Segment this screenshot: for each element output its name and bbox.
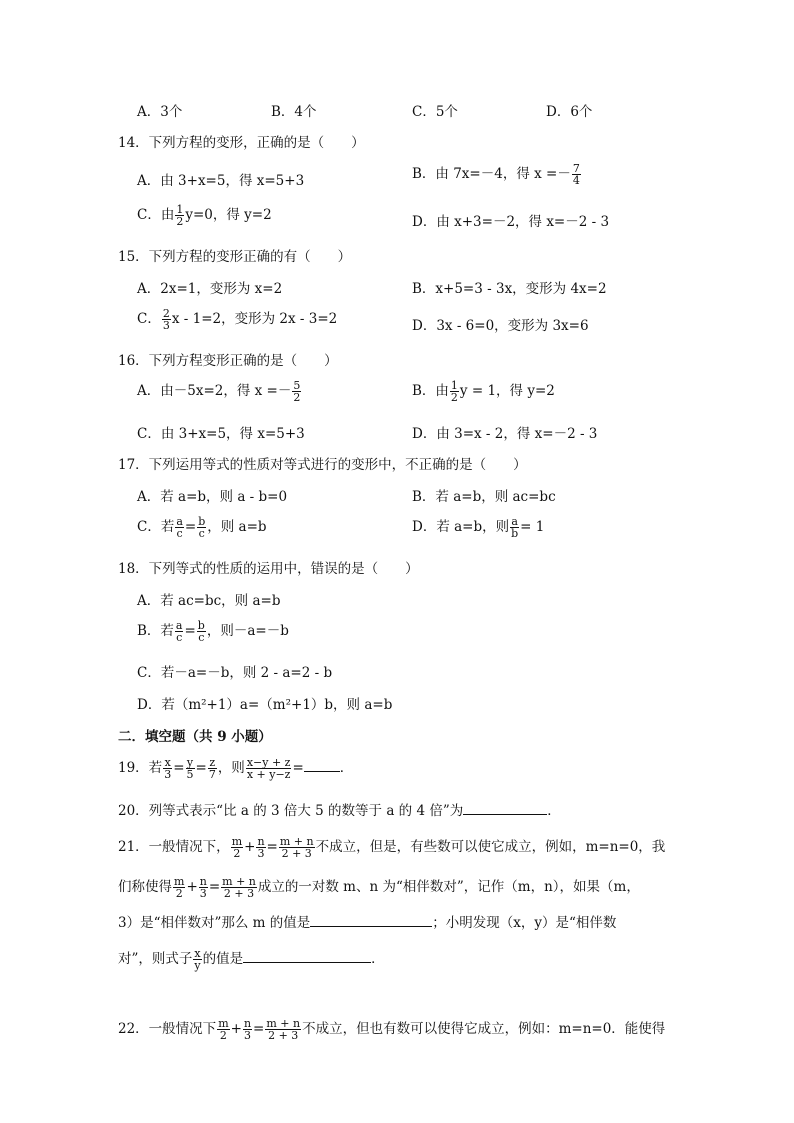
q13-option-a: A．3个: [137, 104, 183, 120]
answer-blank: [304, 759, 340, 772]
q21-line-4: 对”，则式子 $\frac{x}{y}$ 的值是 ．: [118, 947, 385, 972]
fraction: $\frac{n}{3}$: [199, 875, 207, 900]
fraction: $\frac{x}{y}$: [194, 947, 201, 972]
fraction: $\frac{m + n}{2 + 3}$: [266, 1017, 301, 1042]
answer-blank: [463, 802, 547, 815]
q16-option-d: D．由 3=x - 2，得 x=－2 - 3: [412, 426, 598, 442]
q19: 19．若 $\frac{x}{3}$ = $\frac{y}{5}$ = $\frac{z}{7}$ ，则 $\frac{x-y + z}{x + y-z}$ = ．: [118, 756, 354, 781]
q15-option-c: C． $\frac{2}{3}$ x - 1=2，变形为 2x - 3=2: [137, 307, 338, 332]
fraction: $\frac{a}{c}$: [176, 515, 183, 540]
q18-option-a: A．若 ac=bc，则 a=b: [137, 593, 281, 609]
fraction: $\frac{a}{b}$: [511, 515, 519, 540]
q21-line-3: 3）是“相伴数对”那么 m 的值是 ；小明发现（x，y）是“相伴数: [118, 915, 617, 931]
fraction: $\frac{a}{c}$: [175, 619, 183, 644]
q18-option-d: D．若（m²+1）a=（m²+1）b，则 a=b: [137, 697, 393, 713]
q17-option-d: D．若 a=b，则 $\frac{a}{b}$ = 1: [412, 515, 545, 540]
q15-option-d: D．3x - 6=0，变形为 3x=6: [412, 318, 589, 334]
fraction: $\frac{y}{5}$: [186, 756, 194, 781]
q20: 20．列等式表示“比 a 的 3 倍大 5 的数等于 a 的 4 倍”为 ．: [118, 803, 561, 819]
q16-option-c: C．由 3+x=5，得 x=5+3: [137, 426, 305, 442]
q17-option-a: A．若 a=b，则 a - b=0: [137, 489, 288, 505]
q14-option-a: A．由 3+x=5，得 x=5+3: [137, 173, 305, 189]
q16-option-b: B．由 $\frac{1}{2}$ y = 1，得 y=2: [412, 379, 555, 404]
q14-option-d: D．由 x+3=－2，得 x=－2 - 3: [412, 214, 610, 230]
fraction: $\frac{m}{2}$: [218, 1017, 229, 1042]
q13-option-b: B．4个: [271, 104, 317, 120]
q14-option-c: C．由 $\frac{1}{2}$ y=0，得 y=2: [137, 203, 272, 228]
q13-option-c: C．5个: [412, 104, 458, 120]
q21-line-2: 们称使得 $\frac{m}{2}$ + $\frac{n}{3}$ = $\frac{m + n}{2 + 3}$ 成立的一对数 m、n 为“相伴数对”，记作（m，n），如果（m，: [118, 875, 640, 900]
q18-stem: 18．下列等式的性质的运用中，错误的是（ ）: [118, 561, 419, 577]
q14-stem: 14．下列方程的变形，正确的是（ ）: [118, 135, 365, 151]
fraction: $\frac{m}{2}$: [231, 835, 243, 860]
fraction: $\frac{b}{c}$: [197, 619, 205, 644]
q18-option-c: C．若－a=－b，则 2 - a=2 - b: [137, 665, 333, 681]
q13-option-d: D．6个: [546, 104, 593, 120]
answer-blank: [243, 950, 371, 963]
section-heading: 二．填空题（共 9 小题）: [118, 729, 272, 745]
fraction: $\frac{n}{3}$: [243, 1017, 252, 1042]
fraction: $\frac{1}{2}$: [176, 203, 184, 228]
fraction: $\frac{2}{3}$: [162, 307, 170, 332]
fraction: $\frac{x}{3}$: [164, 756, 172, 781]
q15-option-a: A．2x=1，变形为 x=2: [137, 281, 283, 297]
fraction: $\frac{7}{4}$: [572, 162, 580, 187]
q21-line-1: 21．一般情况下， $\frac{m}{2}$ + $\frac{n}{3}$ = $\frac{m + n}{2 + 3}$ 不成立，但是，有些数可以使它成立，例如，m=n=0，我: [118, 835, 666, 860]
fraction: $\frac{m}{2}$: [174, 875, 185, 900]
answer-blank: [310, 914, 432, 927]
fraction: $\frac{b}{c}$: [198, 515, 206, 540]
fraction: $\frac{5}{2}$: [293, 379, 301, 404]
fraction: $\frac{1}{2}$: [450, 379, 458, 404]
q14-option-b: B．由 7x=－4，得 x =－ $\frac{7}{4}$: [412, 162, 580, 187]
q22: 22．一般情况下 $\frac{m}{2}$ + $\frac{n}{3}$ = $\frac{m + n}{2 + 3}$ 不成立，但也有数可以使得它成立，例如：m=n=0．能使得: [118, 1017, 666, 1042]
fraction: $\frac{n}{3}$: [257, 835, 265, 860]
q17-option-c: C．若 $\frac{a}{c}$ = $\frac{b}{c}$ ，则 a=b: [137, 515, 267, 540]
q17-stem: 17．下列运用等式的性质对等式进行的变形中，不正确的是（ ）: [118, 457, 527, 473]
fraction: $\frac{x-y + z}{x + y-z}$: [246, 756, 291, 781]
q15-stem: 15．下列方程的变形正确的有（ ）: [118, 249, 352, 265]
q18-option-b: B．若 $\frac{a}{c}$ = $\frac{b}{c}$ ，则－a=－b: [137, 619, 289, 644]
fraction: $\frac{z}{7}$: [208, 756, 216, 781]
fraction: $\frac{m + n}{2 + 3}$: [279, 835, 314, 860]
q16-option-a: A．由－5x=2，得 x =－ $\frac{5}{2}$: [137, 379, 301, 404]
q16-stem: 16．下列方程变形正确的是（ ）: [118, 353, 338, 369]
q17-option-b: B．若 a=b，则 ac=bc: [412, 489, 556, 505]
q15-option-b: B．x+5=3 - 3x，变形为 4x=2: [412, 281, 607, 297]
fraction: $\frac{m + n}{2 + 3}$: [222, 875, 256, 900]
